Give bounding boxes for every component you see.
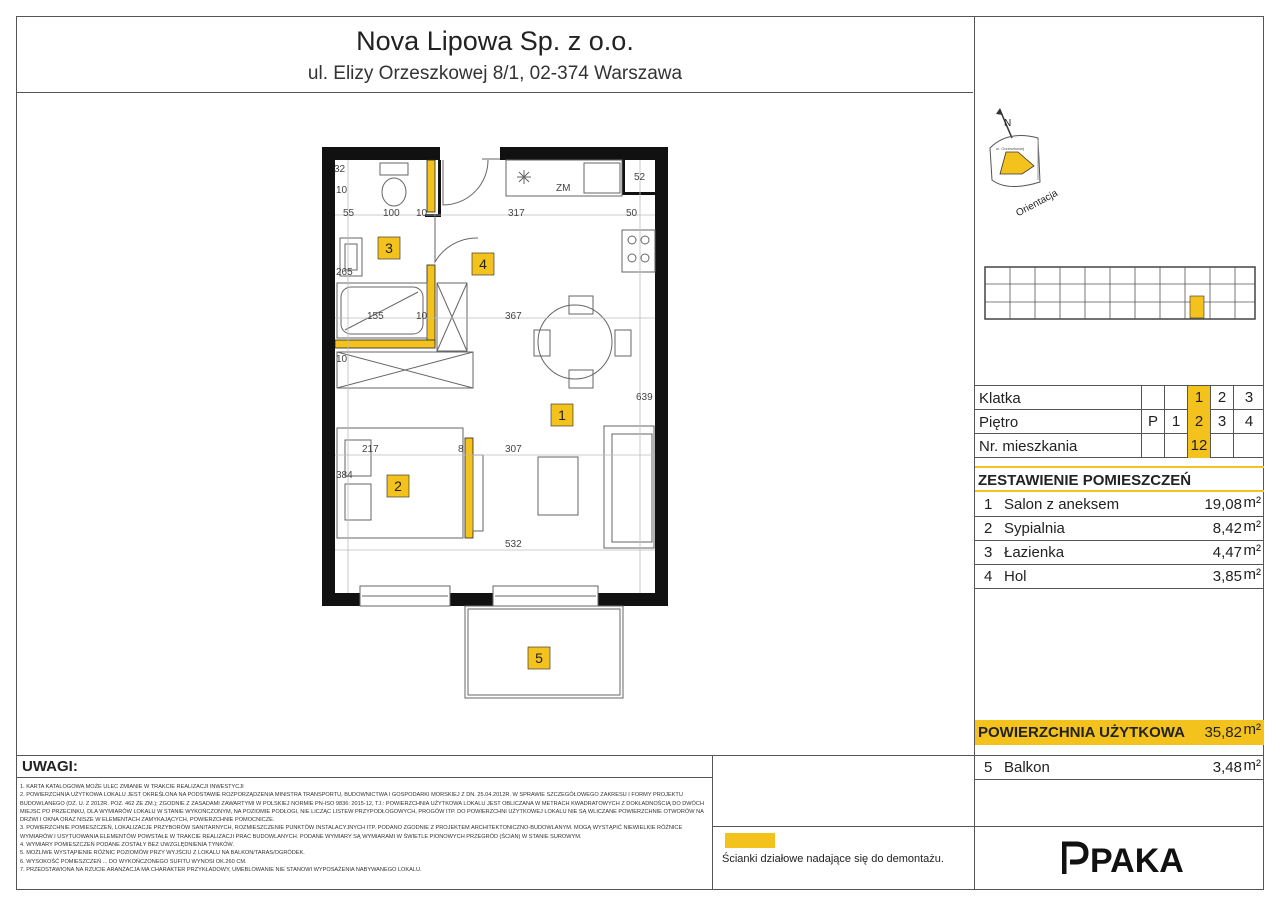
logo-text: PAKA	[1090, 842, 1184, 878]
dim: 8	[458, 444, 464, 455]
dim: 10	[416, 311, 428, 322]
pietro-3: 3	[1210, 410, 1233, 434]
sink	[584, 163, 620, 193]
total-area: POWIERZCHNIA UŻYTKOWA 35,82 m²	[975, 720, 1264, 745]
dim: 155	[367, 311, 384, 322]
dim: 265	[336, 267, 353, 278]
wall-east	[655, 147, 668, 606]
wall-south-b	[450, 593, 493, 606]
room-label-5: 5	[535, 650, 543, 666]
room-row: 1 Salon z aneksem 19,08 m²	[975, 493, 1264, 517]
klatka-1: 1	[1187, 386, 1210, 410]
notes-title: UWAGI:	[22, 758, 78, 775]
klatka-3: 3	[1233, 386, 1264, 410]
dim: 52	[634, 172, 646, 183]
pietro-p: P	[1141, 410, 1164, 434]
row-nr	[975, 434, 1264, 458]
partition-b	[427, 265, 435, 345]
dim: 10	[336, 185, 348, 196]
pietro-1: 1	[1164, 410, 1187, 434]
paka-logo	[1062, 838, 1202, 878]
north-label: N	[1004, 118, 1012, 129]
header	[17, 17, 973, 93]
partition-d	[465, 438, 473, 538]
legend-swatch	[725, 833, 775, 848]
fridge-label: ZM	[556, 183, 571, 194]
dim: 384	[336, 470, 353, 481]
dim: 100	[383, 208, 400, 219]
dim: 367	[505, 311, 522, 322]
dim: 532	[505, 539, 522, 550]
company-address: ul. Elizy Orzeszkowej 8/1, 02-374 Warszawa	[307, 63, 683, 84]
floor-plan	[300, 140, 680, 705]
nr-label: Nr. mieszkania	[979, 438, 1078, 455]
dim: 10	[336, 354, 348, 365]
pietro-2: 2	[1187, 410, 1210, 434]
room-row: 2 Sypialnia 8,42 m²	[975, 517, 1264, 541]
dim: 50	[626, 208, 638, 219]
dim: 639	[636, 392, 653, 403]
room-label-3: 3	[385, 240, 393, 256]
dim: 32	[334, 164, 346, 175]
klatka-label: Klatka	[979, 390, 1021, 407]
cooktop	[622, 230, 655, 272]
room-row: 3 Łazienka 4,47 m²	[975, 541, 1264, 565]
orientation-map	[978, 100, 1078, 220]
balcony-row: 5 Balkon 3,48 m²	[975, 756, 1264, 780]
wall-west	[322, 147, 335, 606]
wall-inner-d	[622, 192, 655, 195]
room-label-4: 4	[479, 256, 487, 272]
wall-south-c	[598, 593, 668, 606]
dim: 317	[508, 208, 525, 219]
dim: 307	[505, 444, 522, 455]
pietro-4: 4	[1233, 410, 1264, 434]
partition-a	[427, 160, 435, 212]
orientation-label: Orientacja	[1014, 187, 1060, 220]
row-klatka	[975, 386, 1264, 410]
wall-north-right	[500, 147, 668, 160]
wall-inner-b	[438, 160, 441, 217]
klatka-2: 2	[1210, 386, 1233, 410]
partition-c	[335, 340, 435, 348]
row-pietro	[975, 410, 1264, 434]
wall-north-left	[322, 147, 440, 160]
pietro-label: Piętro	[979, 414, 1019, 431]
rooms-title: ZESTAWIENIE POMIESZCZEŃ	[975, 466, 1264, 492]
dim: 217	[362, 444, 379, 455]
street-label: ul. Orzeszkowej	[996, 146, 1025, 151]
dim: 55	[343, 208, 355, 219]
nr-value: 12	[1187, 434, 1210, 458]
room-row: 4 Hol 3,85 m²	[975, 565, 1264, 589]
room-label-1: 1	[558, 407, 566, 423]
wall-south-a	[322, 593, 360, 606]
building-key-plan	[980, 262, 1260, 328]
dim: 10	[416, 208, 428, 219]
room-label-2: 2	[394, 478, 402, 494]
notes-text: 1. KARTA KATALOGOWA MOŻE ULEC ZMIANIE W TRAKCIE REALIZACJI INWESTYCJI 2. POWIERZCHNIA UŻYTKOWA LOKALU JEST OKREŚLONA NA PODSTAWIE ROZPORZĄDZENIA MINISTRA TRANSPORTU, BUDOWNICTWA I GOSPODARKI MORSKIEJ Z DN. 25.04.2012R. W SPRAWIE SZCZEGÓŁOWEGO ZAKRESU I FORMY PROJEKTU BUDOWLANEGO (DZ. U. Z 2012R. POZ. 462 ZE ZM.); ZGODNIE Z ZASADAMI ZAWARTYMI W POLSKIEJ NORMIE PN-ISO 9836: 2015-12, TJ.: POWIERZCHNIA UŻYTKOWA LOKALU JEST OBLICZANA W METRACH KWADRATOWYCH Z DOKŁADNOŚCIĄ DO DWÓCH MIEJSC PO PRZECINKU, DLA WYMIARÓW LOKALU W STANIE WYKOŃCZONYM, NA POZIOMIE PODŁOGI, NIE LICZĄC LISTEW PRZYPODŁOGOWYCH, PROGÓW ITP. DO POWIERZCHNI UŻYTKOWEJ LOKALU NIE SĄ WLICZANE POWIERZCHNIE OTWORÓW NA DRZWI I OKNA ORAZ NISZE W ELEMENTACH ZAMYKAJĄCYCH, POWIERZCHNIE POMOCNICZE. 3. POWIERZCHNIE POMIESZCZEŃ, LOKALIZACJE PRZYBORÓW SANITARNYCH, ROZMIESZCZENIE PUNKTÓW INSTALACYJNYCH ITP. PODANO ZGODNIE Z PROJEKTEM ARCHITEKTONICZNO-BUDOWLANYM. MOGĄ WYSTĄPIĆ NIEWIELKIE RÓŻNICE WYMIARÓW I USYTUOWANIA ELEMENTÓW POWSTAŁE W TRAKCIE REALIZACJI PRAC BUDOWLANYCH. PODANE WYMIARY SĄ WYMIARAMI W ŚWIETLE PIONOWYCH PRZEGRÓD (ŚCIAN) W STANIE SUROWYM. 4. WYMIARY POMIESZCZEŃ PODANE ZOSTAŁY BEZ UWZGLĘDNIENIA TYNKÓW. 5. MOŻLIWE WYSTĄPIENIE RÓŻNIC POZIOMÓW PRZY WYJŚCIU Z LOKALU NA BALKON/TARAS/OGRÓDEK. 6. WYSOKOŚĆ POMIESZCZEŃ ... DO WYKOŃCZONEGO SUFITU WYNOSI OK.260 CM. 7. PRZEDSTAWIONA NA RZUCIE ARANŻACJA MA CHARAKTER PRZYKŁADOWY, UMEBLOWANIE NIE STANOWI WYPOSAŻENIA NABYWANEGO LOKALU.	[20, 784, 704, 873]
legend-text: Ścianki działowe nadające się do demontażu.	[722, 853, 944, 865]
company-name: Nova Lipowa Sp. z o.o.	[356, 26, 634, 56]
